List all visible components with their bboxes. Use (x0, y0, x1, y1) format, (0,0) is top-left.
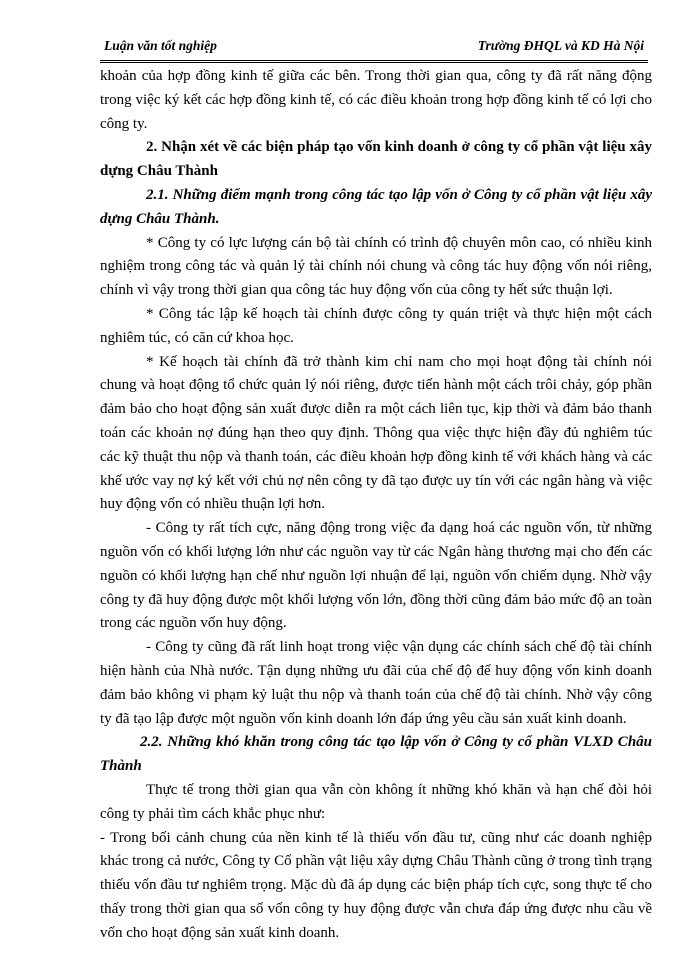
paragraph-financial-plan-guide: * Kế hoạch tài chính đã trở thành kim chỉ nam cho mọi hoạt động tài chính nói chung và hoạt động tổ chức quản lý nói riêng, được tiến hành một cách trôi chảy, góp phần đảm bảo cho hoạt động sản xuất được diễn ra một cách liên tục, kịp thời và đảm bảo thanh toán các khoản nợ đúng hạn theo quy định. Thông qua việc thực hiện đầy đủ nghiêm túc các kỹ thuật thu nộp và thanh toán, các điều khoản hợp đồng kinh tế với khách hàng và các khế ước vay nợ ký kết với chủ nợ nên công ty đã tạo được uy tín với các ngân hàng và việc huy động vốn có nhiều thuận lợi hơn. (100, 353, 652, 513)
subsection-heading-2-1: 2.1. Những điểm mạnh trong công tác tạo lập vốn ở Công ty cổ phần vật liệu xây dựng Châu Thành. (100, 186, 652, 227)
page-header (100, 38, 648, 63)
header-thesis-label: Luận văn tốt nghiệp (104, 38, 217, 53)
paragraph-diversify-sources: - Công ty rất tích cực, năng động trong việc đa dạng hoá các nguồn vốn, từ những nguồn vốn có khối lượng lớn như các nguồn vay từ các Ngân hàng thương mại cho đến các nguồn có khối lượng hạn chế như nguồn lợi nhuận để lại, nguồn vốn chiếm dụng. Nhờ vậy công ty đã huy động được một khối lượng vốn lớn, đồng thời cũng đảm bảo mức độ an toàn trong các nguồn vốn huy động. (100, 520, 652, 632)
paragraph-contract-terms: khoản của hợp đồng kinh tế giữa các bên. Trong thời gian qua, công ty đã rất năng động trong việc ký kết các hợp đồng kinh tế, có các điều khoản trong hợp đồng kinh tế có lợi cho công ty. (100, 68, 652, 132)
header-university-label: Trường ĐHQL và KD Hà Nội (477, 38, 644, 53)
document-body (100, 65, 652, 945)
subsection-heading-2-2: 2.2. Những khó khăn trong công tác tạo lập vốn ở Công ty cổ phần VLXD Châu Thành (100, 734, 652, 775)
paragraph-difficulties-intro: Thực tế trong thời gian qua vẫn còn không ít những khó khăn và hạn chế đòi hỏi công ty phải tìm cách khắc phục như: (100, 781, 652, 822)
paragraph-finance-staff: * Công ty có lực lượng cán bộ tài chính có trình độ chuyên môn cao, có nhiều kinh nghiệm trong công tác và quản lý tài chính nói chung và công tác huy động vốn nói riêng, chính vì vậy trong thời gian qua công tác huy động vốn của công ty hết sức thuận lợi. (100, 234, 652, 299)
paragraph-financial-planning: * Công tác lập kế hoạch tài chính được công ty quán triệt và thực hiện một cách nghiêm túc, có căn cứ khoa học. (100, 305, 652, 346)
section-heading-2: 2. Nhận xét về các biện pháp tạo vốn kinh doanh ở công ty cổ phần vật liệu xây dựng Châu Thành (100, 139, 652, 180)
paragraph-capital-shortage: - Trong bối cảnh chung của nền kinh tế là thiếu vốn đầu tư, cũng như các doanh nghiệp khác trong cả nước, Công ty Cổ phần vật liệu xây dựng Châu Thành cũng ở trong tình trạng thiếu vốn đầu tư nghiêm trọng. Mặc dù đã áp dụng các biện pháp tích cực, song thực tế cho thấy trong thời gian qua số vốn công ty huy động được vẫn chưa đáp ứng được nhu cầu về vốn cho hoạt động sản xuất kinh doanh. (100, 829, 652, 941)
paragraph-flexible-policy: - Công ty cũng đã rất linh hoạt trong việc vận dụng các chính sách chế độ tài chính hiện hành của Nhà nước. Tận dụng những ưu đãi của chế độ để huy động vốn kinh doanh đảm bảo không vi phạm kỷ luật thu nộp và thanh toán của chế độ tài chính. Nhờ vậy công ty đã tạo lập được một nguồn vốn kinh doanh lớn đáp ứng yêu cầu sản xuất kinh doanh. (100, 639, 652, 727)
